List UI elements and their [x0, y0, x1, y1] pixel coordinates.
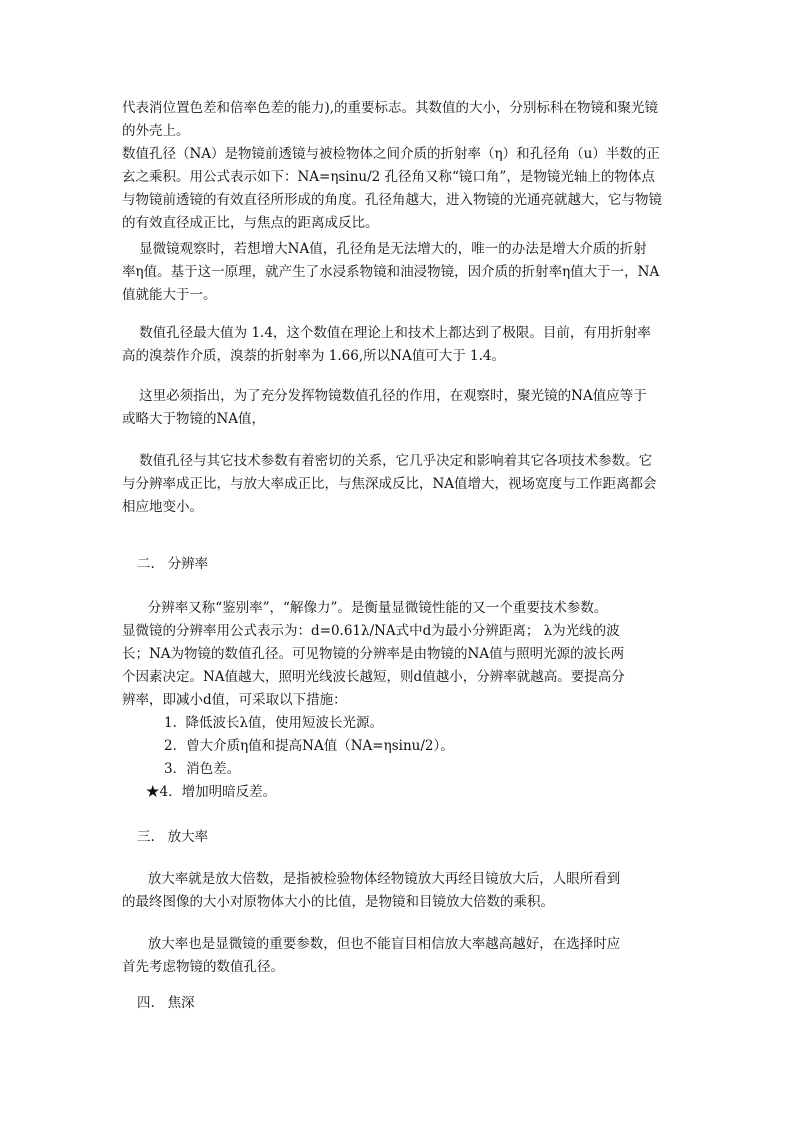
text-line: 显微镜观察时，若想增大NA值，孔径角是无法增大的，唯一的办法是增大介质的折射: [122, 241, 647, 257]
text-line: 的有效直径成正比，与焦点的距离成反比。: [122, 215, 379, 231]
text-line: 放大率就是放大倍数，是指被检验物体经物镜放大再经目镜放大后，人眼所看到: [122, 871, 621, 887]
text-line: 数值孔径最大值为 1.4，这个数值在理论上和技术上都达到了极限。目前，有用折射率: [122, 325, 651, 341]
text-line: 相应地变小。: [122, 499, 203, 515]
text-line: 的外壳上。: [122, 123, 190, 139]
text-line: 或略大于物镜的NA值，: [122, 411, 266, 427]
text-line: 率η值。基于这一原理，就产生了水浸系物镜和油浸物镜，因介质的折射率η值大于一，NA: [122, 264, 660, 280]
text-line: 长；NA为物镜的数值孔径。可见物镜的分辨率是由物镜的NA值与照明光源的波长两: [122, 646, 625, 662]
text-line: 高的溴萘作介质，溴萘的折射率为 1.66,所以NA值可大于 1.4。: [122, 348, 505, 364]
list-item-1: 1. 降低波长λ值，使用短波长光源。: [164, 715, 384, 731]
text-line: 值就能大于一。: [122, 287, 217, 303]
section-heading-resolution: 二. 分辨率: [137, 556, 209, 572]
list-item-2: 2．曾大介质η值和提高NA值（NA=ηsinu/2）。: [164, 738, 454, 754]
text-line: 这里必须指出，为了充分发挥物镜数值孔径的作用，在观察时，聚光镜的NA值应等于: [122, 388, 647, 404]
paragraph-increase-na: [122, 238, 682, 307]
text-line: 代表消位置色差和倍率色差的能力),的重要标志。其数值的大小，分别标科在物镜和聚光镜: [122, 100, 659, 116]
text-line: 个因素决定。NA值越大，照明光线波长越短，则d值越小，分辨率就越高。要提高分: [122, 669, 625, 685]
paragraph-na-maximum: [122, 322, 682, 368]
text-line: 显微镜的分辨率用公式表示为：d=0.61λ/NA式中d为最小分辨距离； λ为光线的波: [122, 623, 620, 639]
text-line: 数值孔径（NA）是物镜前透镜与被检物体之间介质的折射率（η）和孔径角（u）半数的正: [122, 146, 660, 162]
paragraph-na-relations: [122, 450, 682, 519]
text-line: 辨率，即减小d值，可采取以下措施：: [122, 692, 347, 708]
text-line: 的最终图像的大小对原物体大小的比值，是物镜和目镜放大倍数的乘积。: [122, 894, 554, 910]
paragraph-magnification-note: [122, 933, 682, 979]
paragraph-condenser-na: [122, 385, 682, 431]
paragraph-magnification: [122, 868, 682, 914]
text-line: 与物镜前透镜的有效直径所形成的角度。孔径角越大，进入物镜的光通亮就越大，它与物镜: [122, 192, 662, 208]
text-line: 与分辨率成正比，与放大率成正比，与焦深成反比，NA值增大，视场宽度与工作距离都会: [122, 476, 657, 492]
list-item-4: ★4．增加明暗反差。: [146, 784, 277, 800]
text-line: 首先考虑物镜的数值孔径。: [122, 959, 284, 975]
text-line: 数值孔径与其它技术参数有着密切的关系，它几乎决定和影响着其它各项技术参数。它: [122, 453, 653, 469]
section-heading-magnification: 三. 放大率: [137, 829, 209, 845]
paragraph-na-definition: [122, 143, 682, 235]
text-line: 玄之乘积。用公式表示如下：NA=ηsinu/2 孔径角又称“镜口角”，是物镜光轴上的物体点: [122, 169, 655, 185]
paragraph-color-correction: [122, 97, 682, 143]
section-heading-depth-of-focus: 四. 焦深: [137, 995, 195, 1011]
paragraph-resolution: [122, 597, 682, 712]
text-line: 分辨率又称“鉴别率”，“解像力”。是衡量显微镜性能的又一个重要技术参数。: [122, 600, 608, 616]
text-line: 放大率也是显微镜的重要参数，但也不能盲目相信放大率越高越好，在选择时应: [122, 936, 621, 952]
list-item-3: 3．消色差。: [164, 761, 241, 777]
